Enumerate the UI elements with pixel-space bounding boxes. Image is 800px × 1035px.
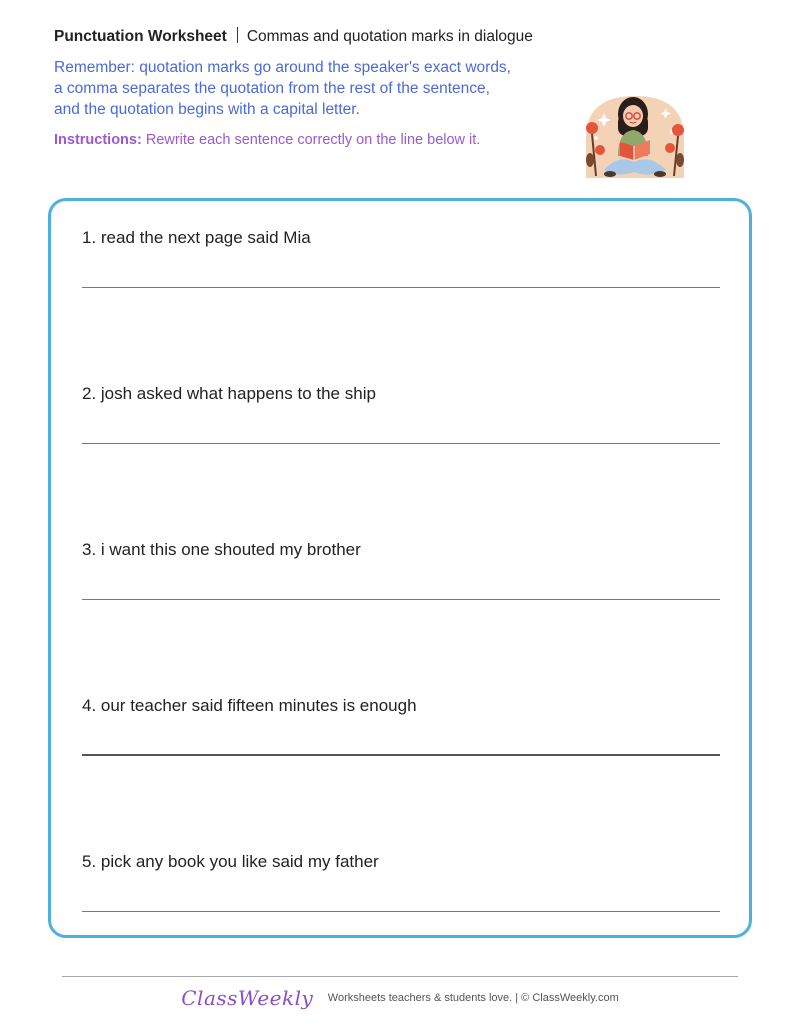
title-bold: Punctuation Worksheet <box>54 28 227 45</box>
remember-line: a comma separates the quotation from the rest of the sentence, <box>54 80 490 97</box>
question-item <box>82 851 722 873</box>
question-item <box>82 383 722 405</box>
answer-line[interactable] <box>82 443 720 444</box>
brand-logo: ClassWeekly <box>181 986 314 1010</box>
instructions-label: Instructions: <box>54 132 142 148</box>
page-title <box>54 27 594 47</box>
title-separator <box>237 27 238 43</box>
footer-tagline: Worksheets teachers & students love. | © ClassWeekly.com <box>327 992 619 1004</box>
question-text: 5. pick any book you like said my father <box>82 852 379 871</box>
answer-line[interactable] <box>82 911 720 912</box>
instructions <box>54 131 594 150</box>
reading-girl-icon <box>578 88 692 182</box>
title-subtitle: Commas and quotation marks in dialogue <box>246 28 533 45</box>
remember-line: and the quotation begins with a capital letter. <box>54 101 360 118</box>
question-text: 4. our teacher said fifteen minutes is enough <box>82 696 417 715</box>
answer-line[interactable] <box>82 287 720 288</box>
answer-line[interactable] <box>82 599 720 600</box>
questions-box <box>48 198 752 938</box>
question-text: 3. i want this one shouted my brother <box>82 540 361 559</box>
footer-divider <box>62 976 738 977</box>
question-text: 2. josh asked what happens to the ship <box>82 384 376 403</box>
question-item <box>82 227 722 249</box>
worksheet-header <box>54 27 594 150</box>
answer-line[interactable] <box>82 754 720 756</box>
question-item <box>82 539 722 561</box>
footer <box>0 986 800 1010</box>
question-text: 1. read the next page said Mia <box>82 228 311 247</box>
girl-reading-book-illustration <box>578 88 692 182</box>
remember-line: Remember: quotation marks go around the speaker's exact words, <box>54 59 511 76</box>
remember-note <box>54 57 594 120</box>
instructions-text: Rewrite each sentence correctly on the line below it. <box>145 132 481 148</box>
question-item <box>82 695 722 717</box>
